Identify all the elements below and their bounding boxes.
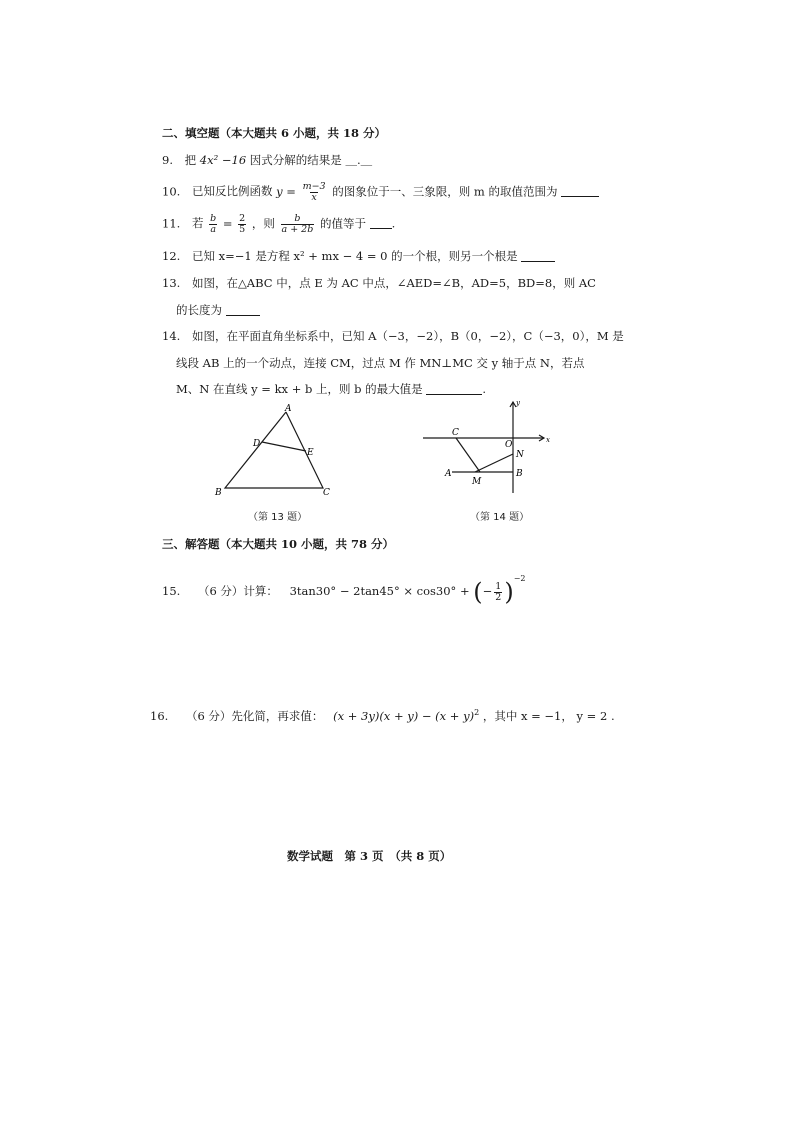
section-3-title: 三、解答题（本大题共 10 小题，共 78 分） xyxy=(162,537,395,551)
question-15-fraction xyxy=(494,582,502,603)
question-14-number: 14. xyxy=(162,329,181,343)
question-9-number: 9. xyxy=(162,153,173,167)
question-11-blank[interactable] xyxy=(370,218,392,229)
question-10 xyxy=(162,182,599,203)
question-11-equals: = xyxy=(222,216,233,231)
label-c: C xyxy=(323,488,330,498)
question-11-fraction-target xyxy=(281,214,315,235)
question-10-number: 10. xyxy=(162,184,181,199)
question-16-label: （6 分）先化简，再求值： xyxy=(185,708,324,723)
question-9 xyxy=(162,154,372,168)
question-10-blank[interactable] xyxy=(561,186,599,197)
fraction-denominator: x xyxy=(311,191,317,203)
label-y: y xyxy=(516,399,520,407)
label-n: N xyxy=(516,450,524,460)
label-x: x xyxy=(546,436,550,444)
label-o: O xyxy=(505,440,513,450)
fraction-numerator: b xyxy=(210,213,217,224)
question-11-fraction-b-a xyxy=(209,214,217,235)
question-15-sign: − xyxy=(482,584,493,598)
question-16-exponent: 2 xyxy=(474,708,480,717)
label-b: B xyxy=(215,488,222,498)
figure-13-caption: （第 13 题） xyxy=(248,512,308,523)
question-12-text: 已知 x=−1 是方程 x² + mx − 4 = 0 的一个根，则另一个根是 xyxy=(191,249,518,263)
question-14-blank[interactable] xyxy=(426,384,482,395)
figure-13-triangle xyxy=(205,402,345,502)
question-16-number: 16. xyxy=(150,708,169,723)
question-14-line-3: M、N 在直线 y = kx + b 上，则 b 的最大值是 . xyxy=(176,382,486,396)
question-14-text-1: 如图，在平面直角坐标系中，已知 A（−3，−2），B（0，−2），C（−3，0），M 是 xyxy=(191,329,624,343)
segment-mn xyxy=(475,454,513,472)
fraction-numerator: 1 xyxy=(495,580,502,592)
question-10-text: 的图象位于一、三象限，则 m 的取值范围为 xyxy=(332,184,558,199)
page-footer: 数学试题 第 3 页 （共 8 页） xyxy=(287,849,452,863)
question-11-middle: ，则 xyxy=(251,216,275,231)
question-10-prefix: 已知反比例函数 xyxy=(191,184,273,199)
fraction-denominator: a + 2b xyxy=(281,223,314,235)
label-d: D xyxy=(253,439,261,449)
question-9-prefix: 把 xyxy=(184,153,197,167)
question-15-label: （6 分）计算： xyxy=(197,584,278,598)
question-10-fraction xyxy=(302,182,327,203)
question-16-expression: (x + 3y)(x + y) − (x + y) xyxy=(333,708,475,723)
question-11-fraction-2-5 xyxy=(238,214,246,235)
question-9-text: 因式分解的结果是 xyxy=(249,153,342,167)
label-a: A xyxy=(285,404,292,414)
question-11: 11. 若 $\frac{b}{a}$ = $\frac{2}{5}$ ，则 $\frac{b}{a + 2b}$ 的值等于 . xyxy=(162,213,396,235)
question-11-prefix: 若 xyxy=(191,216,204,231)
figure-14-caption: （第 14 题） xyxy=(470,512,530,523)
question-16-condition: ，其中 x = −1， y = 2 . xyxy=(482,708,615,723)
fraction-denominator: 2 xyxy=(495,591,502,603)
question-9-expression: 4x² −16 xyxy=(199,153,247,167)
question-14-text-3: M、N 在直线 y = kx + b 上，则 b 的最大值是 xyxy=(176,382,423,396)
question-14-line-2: 线段 AB 上的一个动点，连接 CM，过点 M 作 MN⊥MC 交 y 轴于点 N，若点 xyxy=(176,356,585,370)
question-15-expression: 3tan30° − 2tan45° × cos30° + xyxy=(289,584,474,598)
question-13-text-2: 的长度为 xyxy=(176,303,222,317)
question-15: 15. （6 分）计算： 3tan30° − 2tan45° × cos30° + (− $\frac{1}{2}$ )$^{-2}$ xyxy=(162,574,526,606)
question-12-blank[interactable] xyxy=(521,251,555,262)
question-9-blank[interactable]: ＿.＿ xyxy=(345,153,373,167)
question-10-y: y = xyxy=(276,184,296,199)
question-16 xyxy=(150,708,615,724)
fraction-numerator: b xyxy=(294,213,301,224)
segment-de xyxy=(262,442,306,451)
question-13-number: 13. xyxy=(162,276,181,290)
question-13-line-1 xyxy=(162,277,596,291)
label-m: M xyxy=(472,477,482,487)
question-11-number: 11. xyxy=(162,216,181,231)
question-14-line-1 xyxy=(162,330,624,344)
fraction-numerator: 2 xyxy=(239,213,246,224)
question-13-text-1: 如图，在△ABC 中，点 E 为 AC 中点，∠AED=∠B，AD=5，BD=8，则 AC xyxy=(191,276,596,290)
label-b: B xyxy=(516,469,523,479)
figure-14-coordinate-plane xyxy=(418,398,558,498)
label-e: E xyxy=(307,448,314,458)
label-c: C xyxy=(452,428,459,438)
fraction-denominator: a xyxy=(210,223,216,235)
label-a: A xyxy=(445,469,452,479)
question-15-exponent: −2 xyxy=(513,574,526,583)
question-12 xyxy=(162,250,555,264)
question-11-text: 的值等于 xyxy=(319,216,366,231)
question-13-blank[interactable] xyxy=(226,305,260,316)
question-13-line-2 xyxy=(176,304,260,318)
question-15-number: 15. xyxy=(162,584,181,598)
fraction-numerator: m−3 xyxy=(302,181,326,192)
section-2-title: 二、填空题（本大题共 6 小题，共 18 分） xyxy=(162,126,387,140)
segment-cm xyxy=(456,438,480,472)
question-12-number: 12. xyxy=(162,249,181,263)
fraction-denominator: 5 xyxy=(239,223,246,235)
